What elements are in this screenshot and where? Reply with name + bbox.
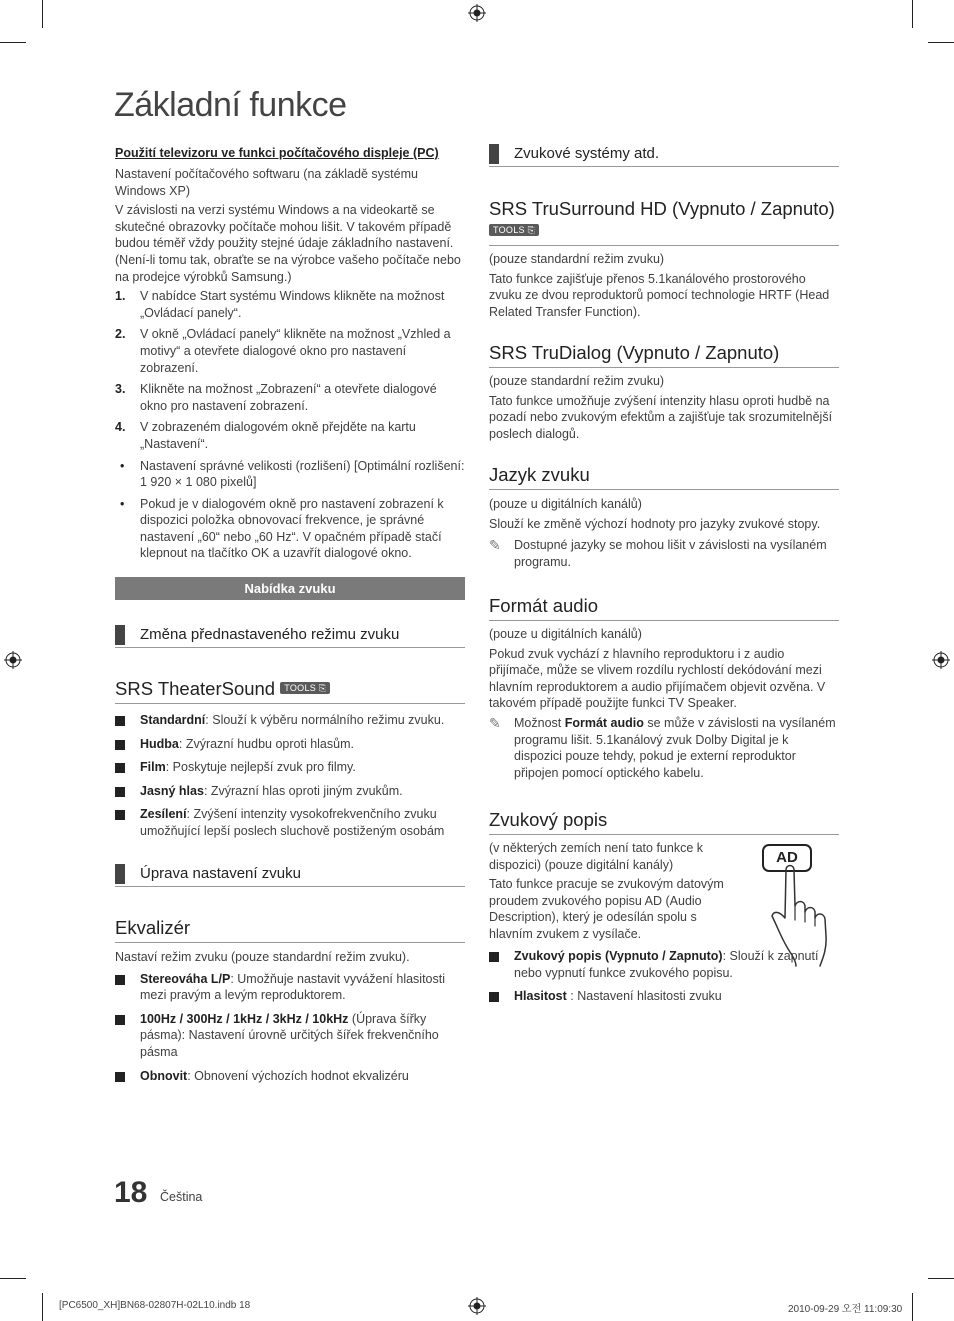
registration-mark-icon — [468, 1297, 486, 1315]
note-text: (pouze standardní režim zvuku) — [489, 252, 665, 266]
subsection-heading: Změna přednastaveného režimu zvuku — [115, 625, 465, 648]
pc-heading: Použití televizoru ve funkci počítačového displeje (PC) — [115, 146, 439, 160]
pc-paragraph: V závislosti na verzi systému Windows a na videokartě se skutečné obrazovky počítače mohou lišit. V takovém případě budou téměř vždy použity stejné údaje základního nastavení. (Není-li tomu tak, obraťte se na výrobce vašeho počítače nebo na prodejce výrobků Samsung.) — [115, 203, 461, 284]
list-item: Stereováha L/P: Umožňuje nastavit vyvážení hlasitosti mezi pravým a levým reproduktorem. — [115, 971, 465, 1004]
list-item: Film: Poskytuje nejlepší zvuk pro filmy. — [115, 759, 465, 776]
section-heading: Ekvalizér — [115, 916, 465, 943]
theater-list — [115, 712, 465, 847]
bullet-icon — [115, 787, 125, 797]
section-heading: SRS TruSurround HD (Vypnuto / Zapnuto) TOOLS ⎘ — [489, 197, 839, 246]
bullet-icon — [489, 952, 499, 962]
list-item: 1. V nabídce Start systému Windows klikněte na možnost „Ovládací panely“. — [115, 289, 445, 320]
paragraph: Tato funkce umožňuje zvýšení intenzity hlasu oproti hudbě na pozadí nebo zvukovým efektům a zajišťuje tak srozumitelnější poslech dialogů. — [489, 393, 833, 441]
ad-button: AD — [762, 844, 812, 872]
trudialog-body — [489, 373, 839, 442]
crop-mark — [42, 0, 43, 28]
section-heading: Jazyk zvuku — [489, 463, 839, 490]
section-marker — [115, 864, 125, 884]
section-marker — [115, 625, 125, 645]
crop-mark — [912, 1293, 913, 1321]
steps-list — [115, 288, 465, 562]
registration-mark-icon — [4, 651, 22, 669]
section-heading: Zvukový popis — [489, 808, 839, 835]
list-item: Obnovit: Obnovení výchozích hodnot ekvalizéru — [115, 1068, 465, 1085]
section-heading: SRS TruDialog (Vypnuto / Zapnuto) — [489, 341, 839, 368]
section-heading: Formát audio — [489, 594, 839, 621]
list-item: Zvukový popis (Vypnuto / Zapnuto): Slouží k zapnutí nebo vypnutí funkce zvukového popisu. — [489, 948, 839, 981]
format-body — [489, 626, 839, 781]
bullet-icon — [115, 1072, 125, 1082]
crop-mark — [928, 42, 954, 43]
paragraph: Pokud zvuk vychází z hlavního reproduktoru i z audio přijímače, může se vlivem rozdílu rychlostí dekódování mezi hlavním reproduktorem a audio přijímačem objevit ozvěna. V takovém případě použijte funkci TV Speaker. — [489, 646, 826, 711]
section-bar: Nabídka zvuku — [115, 577, 465, 600]
list-item: Zesílení: Zvýšení intenzity vysokofrekvenčního zvuku umožňující lepší poslech sluchově postiženým osobám — [115, 806, 465, 839]
registration-mark-icon — [932, 651, 950, 669]
pencil-icon: ✎ — [489, 714, 501, 731]
subsection-heading: Zvukové systémy atd. — [489, 144, 839, 167]
paragraph: Tato funkce zajišťuje přenos 5.1kanálového prostorového zvuku ze dvou reproduktorů pomocí technologie HRTF (Head Related Transfer Function). — [489, 271, 830, 319]
footer-language: Čeština — [160, 1190, 203, 1204]
tip-note: ✎ Možnost Formát audio se může v závislosti na vysílaném programu lišit. 5.1kanálový zvuk Dolby Digital je k dispozici pouze tehdy, pokud je externí reproduktor připojen pomocí optického kabelu. — [489, 714, 836, 780]
list-item: Jasný hlas: Zvýrazní hlas oproti jiným zvukům. — [115, 783, 465, 800]
bullet-icon — [115, 740, 125, 750]
crop-mark — [912, 0, 913, 28]
note-text: (pouze standardní režim zvuku) — [489, 374, 665, 388]
tools-badge: TOOLS ⎘ — [280, 682, 330, 694]
list-item: Hudba: Zvýrazní hudbu oproti hlasům. — [115, 736, 465, 753]
bullet-icon — [115, 810, 125, 820]
crop-mark — [0, 42, 26, 43]
pc-paragraph: Nastavení počítačového softwaru (na základě systému Windows XP) — [115, 167, 418, 198]
list-item: 3. Klikněte na možnost „Zobrazení“ a otevřete dialogové okno pro nastavení zobrazení. — [115, 382, 437, 413]
trusurround-body — [489, 251, 839, 320]
pencil-icon: ✎ — [489, 537, 501, 554]
list-item: Hlasitost : Nastavení hlasitosti zvuku — [489, 988, 839, 1005]
crop-mark — [0, 1278, 26, 1279]
print-timestamp: 2010-09-29 오전 11:09:30 — [788, 1304, 903, 1315]
page-number: 18 — [114, 1176, 148, 1209]
popis-body — [489, 840, 739, 943]
popis-list — [489, 948, 839, 1012]
note-text: (pouze u digitálních kanálů) — [489, 497, 642, 511]
list-item: 2. V okně „Ovládací panely“ klikněte na možnost „Vzhled a motivy“ a otevřete dialogové okno pro nastavení zobrazení. — [115, 327, 451, 375]
paragraph: Tato funkce pracuje se zvukovým datovým proudem zvukového popisu AD (Audio Description), který je odesílán spolu s hlavním zvukem z vysílače. — [489, 877, 724, 941]
jazyk-body — [489, 496, 839, 570]
crop-mark — [42, 1293, 43, 1321]
crop-mark — [928, 1278, 954, 1279]
bullet-icon — [489, 992, 499, 1002]
pc-section — [115, 146, 465, 562]
list-item: 100Hz / 300Hz / 1kHz / 3kHz / 10kHz (Úprava šířky pásma): Nastavení úrovně určitých šířek frekvenčního pásma — [115, 1011, 465, 1061]
tools-badge: TOOLS ⎘ — [489, 224, 539, 236]
list-item: • Nastavení správné velikosti (rozlišení) [Optimální rozlišení: 1 920 × 1 080 pixelů] — [120, 458, 465, 490]
list-item: • Pokud je v dialogovém okně pro nastavení zobrazení k dispozici položka obnovovací frekvence, je správné nastavení „60“ nebo „60 Hz“. V opačném případě stačí klepnout na tlačítko OK a uzavřít dialogové okno. — [120, 496, 444, 561]
section-marker — [489, 144, 499, 164]
section-heading: SRS TheaterSound TOOLS ⎘ — [115, 677, 465, 704]
bullet-icon — [115, 1015, 125, 1025]
print-slug: [PC6500_XH]BN68-02807H-02L10.indb 18 — [59, 1300, 251, 1311]
tip-note: ✎ Dostupné jazyky se mohou lišit v závislosti na vysílaném programu. — [489, 537, 827, 569]
registration-mark-icon — [468, 4, 486, 22]
bullet-icon — [115, 975, 125, 985]
ekvalizer-paragraph: Nastaví režim zvuku (pouze standardní režim zvuku). — [115, 950, 410, 964]
bullet-icon — [115, 716, 125, 726]
list-item: 4. V zobrazeném dialogovém okně přejděte na kartu „Nastavení“. — [115, 420, 416, 451]
note-text: (pouze u digitálních kanálů) — [489, 627, 642, 641]
note-text: (v některých zemích není tato funkce k dispozici) (pouze digitální kanály) — [489, 841, 703, 872]
list-item: Standardní: Slouží k výběru normálního režimu zvuku. — [115, 712, 465, 729]
subsection-heading: Úprava nastavení zvuku — [115, 864, 465, 887]
page-title: Základní funkce — [114, 86, 347, 124]
ekvalizer-body — [115, 949, 465, 1091]
paragraph: Slouží ke změně výchozí hodnoty pro jazyky zvukové stopy. — [489, 516, 821, 531]
bullet-icon — [115, 763, 125, 773]
